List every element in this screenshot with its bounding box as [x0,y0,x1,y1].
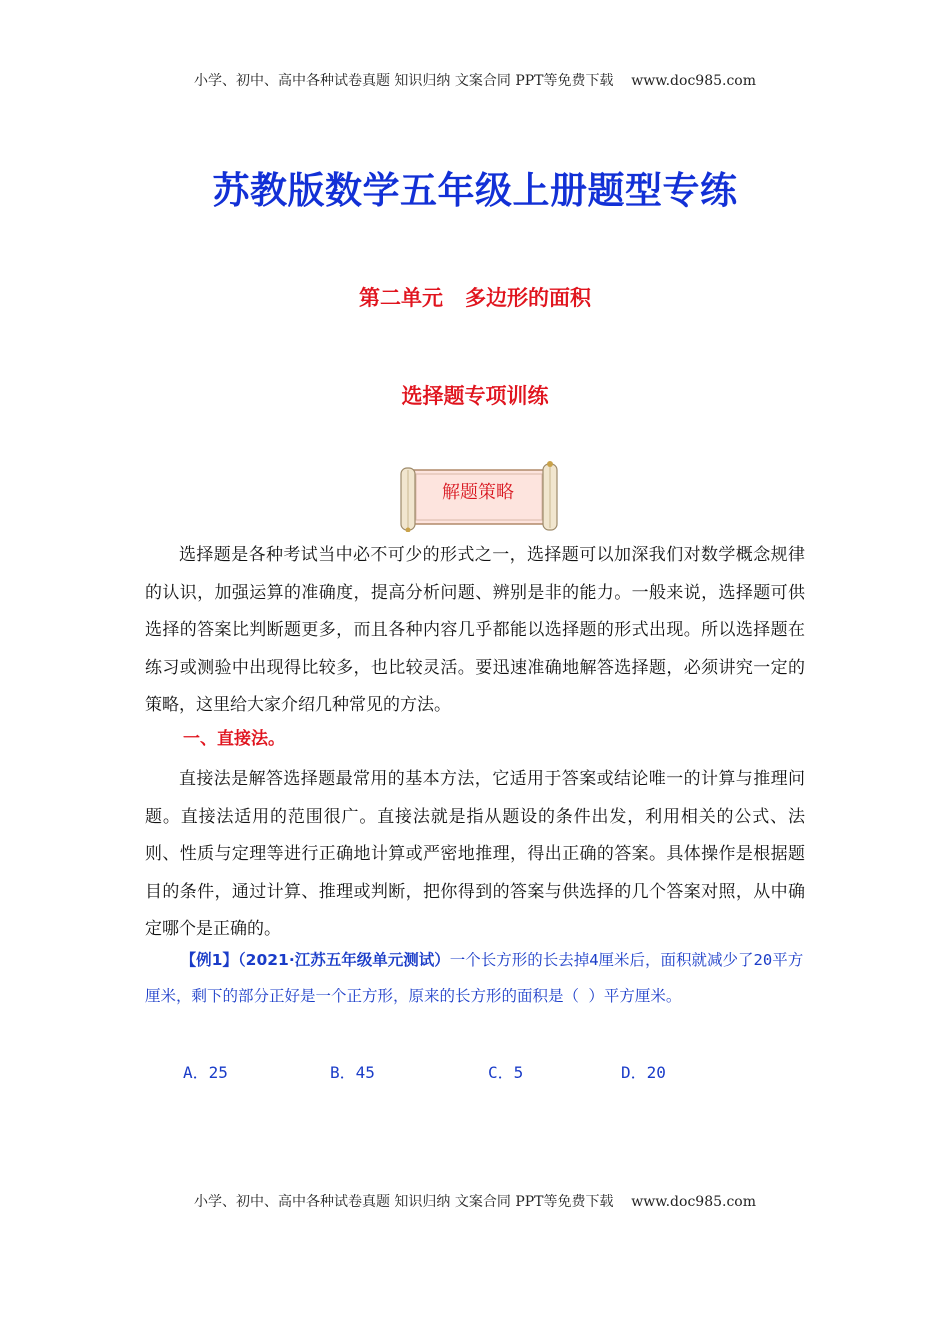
example-tag: 【例1】（2021·江苏五年级单元测试） [180,951,450,969]
option-a: A．25 [183,1063,228,1082]
banner-label: 解题策略 [442,482,514,503]
page-footer: 小学、初中、高中各种试卷真题 知识归纳 文案合同 PPT等免费下载 www.doc985.com [193,1194,756,1210]
option-b: B．45 [330,1063,375,1082]
page-header: 小学、初中、高中各种试卷真题 知识归纳 文案合同 PPT等免费下载 www.doc985.com [193,73,756,89]
method-heading: 一、直接法。 [183,729,285,749]
strategy-scroll-banner [398,460,560,532]
example-question [145,943,815,1014]
document-title: 苏教版数学五年级上册题型专练 [212,169,738,212]
section-title: 选择题专项训练 [401,384,549,408]
intro-paragraph: 选择题是各种考试当中必不可少的形式之一，选择题可以加深我们对数学概念规律的认识，加强运算的准确度，提高分析问题、辨别是非的能力。一般来说，选择题可供选择的答案比判断题更多，而且各种内容几乎都能以选择题的形式出现。所以选择题在练习或测验中出现得比较多，也比较灵活。要迅速准确地解答选择题，必须讲究一定的策略，这里给大家介绍几种常见的方法。 [145,545,805,716]
method-paragraph: 直接法是解答选择题最常用的基本方法，它适用于答案或结论唯一的计算与推理问题。直接法适用的范围很广。直接法就是指从题设的条件出发，利用相关的公式、法则、性质与定理等进行正确地计算或严密地推理，得出正确的答案。具体操作是根据题目的条件，通过计算、推理或判断，把你得到的答案与供选择的几个答案对照，从中确定哪个是正确的。 [145,769,805,940]
unit-title: 第二单元 多边形的面积 [359,286,591,310]
answer-options [0,1060,950,1084]
option-c: C．5 [488,1063,524,1082]
option-d: D．20 [621,1063,666,1082]
example-question-text: 一个长方形的长去掉4厘米后，面积就减少了20平方厘米，剩下的部分正好是一个正方形，原来的长方形的面积是（ ）平方厘米。 [145,951,804,1005]
